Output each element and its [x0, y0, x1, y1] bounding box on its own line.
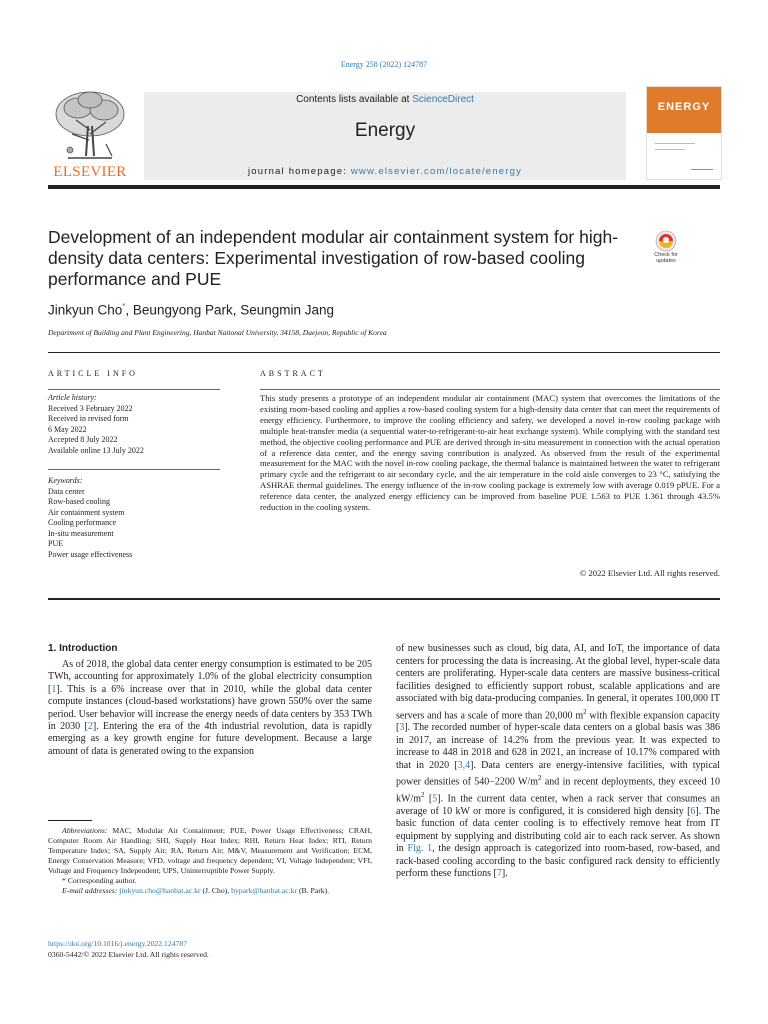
abstract-body: This study presents a prototype of an independent modular air containment (MAC) system that overcomes the limitations of the existing room-based cooling and applies a row-based cooling system for a high-density data center that can meet the requirements of energy efficiency. Furthermore, to improve the cooling efficiency and safety, we developed a novel in-row cooling package with multiple heat-transfer media (a sequential water-to-refrigerant-to-air heat exchange system). While complying with the standard test method, the objective cooling performance and PUE are derived through in-situ measurement in connection with the actual operation of a reference data center, and the energy saving contribution is analyzed. As observed from the result of the experimental measurement for the MAC with the novel in-row cooling package, the thermal balance is maintained between the water to refrigerant primary cycle and the refrigerant to air secondary cycle, and the air temperature in the cold aisle converges to 23 °C, satisfying the ASHRAE thermal guidelines. The energy influence of the in-row cooling package is extremely low with average 0.019 pPUE. For a reference data center, the analyzed energy efficiency can be improved from baseline PUE 1.563 to PUE 1.361 through 43.5% reduction in the cooling system. — [260, 393, 720, 513]
check-updates-icon — [646, 229, 686, 253]
text-run: As of 2018, the global data center energy consumption is estimated to be 205 TWh, accounting for approximately 1.0% of the global electricity consumption [ — [48, 659, 372, 695]
keyword-item: Power usage effectiveness — [48, 549, 133, 559]
introduction-heading: 1. Introduction — [48, 643, 118, 654]
reference-link[interactable]: 3 — [399, 722, 405, 734]
introduction-paragraph — [48, 659, 372, 758]
keywords-rule — [48, 469, 220, 470]
reference-link[interactable]: 2 — [87, 721, 93, 733]
superscript: 2 — [538, 774, 542, 783]
abbreviations-text: MAC, Modular Air Containment; PUE, Power Usage Effectiveness; CRAH, Computer Room Air Handling; SHI, Supply Heat Index; RHI, Return Heat Index; RTI, Return Temperature Index; SA, Supply Air; RA, Return Air; M&V, Measurement and Verification; ECM, Energy Conservation Measure; VFD, voltage and frequency dependent; VI, Voltage Independent; VFI, Voltage and Frequency Independent; UPS, Uninterruptible Power Supply. — [48, 826, 372, 875]
header-rule — [48, 185, 720, 189]
introduction-right-column — [396, 643, 720, 881]
history-label: Article history: — [48, 393, 97, 402]
email-label: E-mail addresses: — [62, 886, 118, 895]
article-info-heading: ARTICLE INFO — [48, 369, 138, 378]
text-run: [ — [424, 793, 433, 805]
contents-prefix: Contents lists available at — [296, 94, 413, 105]
abstract-copyright: © 2022 Elsevier Ltd. All rights reserved. — [579, 568, 720, 578]
email-footnote — [48, 886, 372, 896]
journal-header-band — [144, 92, 626, 180]
journal-cover-thumbnail[interactable] — [646, 86, 722, 180]
history-item: Received 3 February 2022 — [48, 403, 133, 413]
cover-decor-line — [655, 143, 695, 144]
text-run: ]. — [501, 868, 508, 880]
superscript: 2 — [421, 791, 425, 800]
text-run: ]. The basic function of data center cooling is to effectively remove heat from IT equipment by supplying and distributing cold air to each rack server. As shown in — [396, 805, 720, 855]
text-run: ]. In the current data center, when a rack server that consumes an average of 10 kW or more is configured, it is considered high density [ — [396, 793, 720, 817]
section-rule — [48, 352, 720, 353]
keyword-item: Air containment system — [48, 507, 125, 517]
reference-link[interactable]: 1 — [51, 683, 57, 695]
article-history — [48, 393, 220, 456]
keyword-item: Row-based cooling — [48, 497, 110, 506]
elsevier-tree-logo — [48, 86, 132, 182]
history-item: Received in revised form — [48, 414, 129, 423]
text-run: with flexible expansion capacity [ — [396, 709, 720, 734]
text-run: ]. Data centers are energy-intensive facilities, with typical power densities of 540−2200 W/m — [396, 759, 720, 788]
journal-homepage-link[interactable]: www.elsevier.com/locate/energy — [350, 166, 523, 177]
journal-homepage-line — [144, 166, 626, 177]
cover-decor-line — [691, 169, 713, 170]
keyword-list — [48, 476, 220, 560]
abstract-heading: ABSTRACT — [260, 369, 326, 378]
journal-title: Energy — [354, 120, 416, 141]
check-for-updates-button[interactable] — [646, 229, 686, 269]
reference-link[interactable]: 6 — [690, 805, 696, 817]
keywords-label: Keywords: — [48, 476, 83, 485]
keyword-item: Data center — [48, 486, 85, 496]
article-title: Development of an independent modular air containment system for high-density data centers: Experimental investigation of row-based cooling performance and PUE — [48, 227, 619, 289]
text-run: ]. Entering the era of the 4th industrial revolution, data is rapidly emerging as a key growth engine for future development. Because a large amount of data is generated owing to the expansion — [48, 721, 372, 757]
introduction-paragraph — [396, 643, 720, 881]
issn-line: 0360-5442/© 2022 Elsevier Ltd. All rights reserved. — [48, 950, 209, 959]
keyword-item: PUE — [48, 539, 64, 548]
article-info-rule — [48, 389, 220, 390]
text-run: of new businesses such as cloud, big data, AI, and IoT, the importance of data centers for processing the data is increasing. At the global level, hyper-scale data centers are proliferating. Hyper-scale data centers are massive business-critical facilities designed to efficiently support robust, scalable applications and are associated with big data-producing companies. In general, it operates 100,000 IT servers and has a scale of more than 20,000 m — [396, 643, 720, 721]
corresponding-author-note: * Corresponding author. — [62, 876, 137, 885]
introduction-left-column — [48, 659, 372, 758]
footnotes — [48, 826, 372, 896]
history-item: 6 May 2022 — [48, 424, 87, 434]
author-affiliation: Department of Building and Plant Engineering, Hanbat National University, 34158, Daejeon, Republic of Korea — [48, 328, 387, 337]
history-item: Available online 13 July 2022 — [48, 445, 144, 455]
figure-link[interactable]: Fig. 1 — [407, 843, 433, 855]
cover-journal-word: ENERGY — [657, 101, 711, 113]
reference-link[interactable]: 3,4 — [457, 759, 471, 771]
homepage-prefix: journal homepage: — [247, 166, 351, 177]
email-owner: (J. Cho), — [200, 886, 232, 895]
author-name[interactable]: Jinkyun Cho — [48, 302, 123, 318]
author-names-rest: , Beungyong Park, Seungmin Jang — [125, 302, 335, 318]
abbreviations-footnote — [48, 826, 372, 876]
text-run: ]. The recorded number of hyper-scale data centers on a global basis was 386 in 2017, an increase of 14.2% from the previous year. It was expected to increase to 448 in 2018 and 628 in 2021, an increase of 10.17% compared with that in 2020 [ — [396, 722, 720, 771]
cover-decor-line — [655, 149, 685, 150]
abbreviations-label: Abbreviations: — [62, 826, 108, 835]
reference-link[interactable]: 7 — [496, 868, 502, 880]
email-link[interactable]: jinkyun.cho@hanbat.ac.kr — [119, 886, 201, 895]
sciencedirect-link[interactable]: ScienceDirect — [412, 94, 474, 105]
author-list — [48, 302, 334, 318]
tree-icon — [48, 86, 132, 164]
contents-line — [144, 94, 626, 105]
journal-citation-link[interactable]: Energy 258 (2022) 124787 — [340, 60, 428, 69]
superscript: 2 — [583, 707, 587, 716]
text-run: ]. This is a 6% increase over that in 2010, while the global data center compute instances (cloud-based workstations) have grown 550% over the same period. User behavior will increase the energy needs of data centers by 353 TWh in 2030 [ — [48, 683, 372, 733]
footnote-rule — [48, 820, 92, 821]
elsevier-wordmark: ELSEVIER — [53, 164, 127, 180]
keyword-item: In-situ measurement — [48, 528, 114, 538]
check-updates-label: Check for updates — [654, 252, 678, 264]
doi-link[interactable]: https://doi.org/10.1016/j.energy.2022.124787 — [48, 939, 188, 948]
email-owner: (B. Park). — [297, 886, 330, 895]
reference-link[interactable]: 5 — [432, 793, 438, 805]
page-footer — [48, 938, 209, 960]
text-run: , the design approach is categorized into room-based, row-based, and rack-based cooling according to the basic configured rack density to efficiently perform these functions [ — [396, 843, 721, 880]
keyword-item: Cooling performance — [48, 518, 117, 527]
journal-header — [48, 86, 720, 182]
email-link[interactable]: bypark@hanbat.ac.kr — [231, 886, 298, 895]
section-rule — [48, 598, 720, 600]
text-run: and in recent deployments, they exceed 10 kW/m — [396, 776, 720, 805]
abstract-rule — [260, 389, 720, 390]
corresponding-author-mark[interactable]: * — [122, 302, 126, 311]
history-item: Accepted 8 July 2022 — [48, 435, 118, 444]
